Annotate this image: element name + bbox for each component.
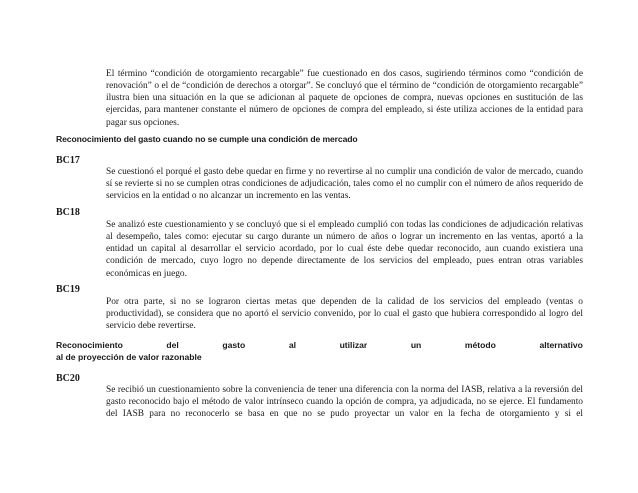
- paragraph-number-bc19: BC19: [56, 284, 80, 295]
- heading-word: método: [464, 340, 496, 350]
- section-heading-market-condition: Reconocimiento del gasto cuando no se cumple una condición de mercado: [56, 134, 358, 144]
- section-heading-alternative-method: [56, 339, 583, 363]
- heading-word: al: [288, 340, 297, 350]
- paragraph-bc19: Por otra parte, si no se lograron ciertas metas que dependen de la calidad de los servicios del empleado (ventas o productividad), se considera que no aportó el servicio convenido, por lo cual el gasto que hubiera correspondido al logro del servicio debe revertirse.: [106, 297, 583, 332]
- paragraph-number-bc17: BC17: [56, 155, 80, 166]
- heading-word: Reconocimiento: [56, 340, 123, 350]
- heading-word: alternativo: [539, 340, 583, 350]
- heading-word: utilizar: [339, 340, 368, 350]
- paragraph-number-bc20: BC20: [56, 373, 80, 384]
- paragraph-number-bc18: BC18: [56, 207, 80, 218]
- paragraph-bc20: Se recibió un cuestionamiento sobre la conveniencia de tener una diferencia con la norma del IASB, relativa a la reversión del gasto reconocido bajo el método de valor intrínseco cuando la opción de compra, ya adjudicada, no se ejerce. El fundamento del IASB para no reconocerlo se basa en que no se pudo proyectar un valor en la fecha de otorgamiento y si el: [106, 385, 583, 420]
- paragraph-bc17: Se cuestionó el porqué el gasto debe quedar en firme y no revertirse al no cumplir una condición de valor de mercado, cuando sí se revierte si no se cumplen otras condiciones de adjudicación, tales como el no cumplir con el número de años requerido de servicios en la entidad o no alcanzar un incremento en las ventas.: [106, 167, 583, 202]
- heading-word: gasto: [222, 340, 246, 350]
- heading-word: un: [410, 340, 422, 350]
- heading-line-1: [56, 339, 583, 351]
- heading-word: del: [166, 340, 179, 350]
- heading-line-2: al de proyección de valor razonable: [56, 352, 202, 362]
- intro-paragraph: El término “condición de otorgamiento recargable” fue cuestionado en dos casos, sugiriendo términos como “condición de renovación” o el de “condición de derechos a otorgar”. Se concluyó que el término de “condición de otorgamiento recargable” ilustra bien una situación en la que se adicionan al paquete de opciones de compra, nuevas opciones en sustitución de las ejercidas, para mantener constante el número de opciones de compra del empleado, si éste utiliza acciones de la entidad para pagar sus opciones.: [106, 69, 583, 128]
- paragraph-bc18: Se analizó este cuestionamiento y se concluyó que si el empleado cumplió con todas las condiciones de adjudicación relativas al desempeño, tales como: ejecutar su cargo durante un número de años o lograr un incremento en las ventas, aportó a la entidad un capital al desarrollar el servicio acordado, por lo cual éste debe quedar reconocido, aun cuando existiera una condición de mercado, cuyo logro no depende directamente de los servicios del empleado, pues entran otras variables económicas en juego.: [106, 220, 583, 279]
